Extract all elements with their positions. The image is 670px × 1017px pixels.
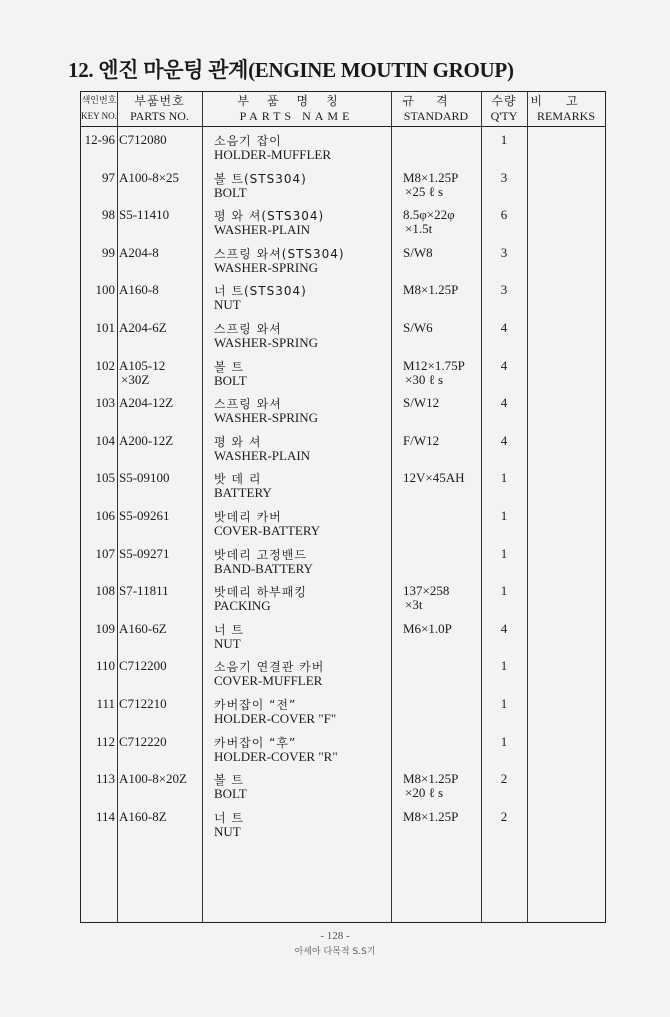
quantity: 4 bbox=[500, 320, 508, 335]
quantity: 2 bbox=[500, 808, 508, 824]
quantity: 1 bbox=[500, 470, 508, 486]
header-part-ko: 부품번호 bbox=[134, 94, 185, 108]
parts-no: A100-8×20Z bbox=[119, 771, 187, 787]
name-korean: 카버잡이 “후” bbox=[214, 735, 297, 750]
key-no: 99 bbox=[102, 244, 115, 260]
table-row bbox=[81, 771, 605, 808]
table-row bbox=[81, 583, 605, 620]
parts-no: C712080 bbox=[119, 132, 167, 147]
name-korean: 너 트(STS304) bbox=[214, 284, 307, 299]
key-no: 110 bbox=[95, 658, 115, 674]
parts-no: A204-8 bbox=[119, 244, 159, 260]
standard: 12V×45AH bbox=[403, 470, 465, 486]
parts-no: S7-11811 bbox=[119, 583, 169, 599]
header-key-no bbox=[81, 92, 117, 126]
quantity: 1 bbox=[500, 696, 508, 711]
quantity: 6 bbox=[500, 207, 508, 223]
page-title: 12. 엔진 마운팅 관계(ENGINE MOUTIN GROUP) bbox=[68, 58, 514, 82]
table-row bbox=[81, 320, 605, 357]
table-row bbox=[81, 809, 605, 846]
header-std-ko: 규격 bbox=[402, 94, 470, 108]
header-std-en: STANDARD bbox=[403, 109, 469, 123]
name-korean: 볼 트 bbox=[214, 359, 244, 374]
quantity: 2 bbox=[500, 771, 508, 787]
table-row bbox=[81, 358, 605, 395]
parts-no: C712210 bbox=[119, 696, 167, 711]
name-korean: 스프링 와셔(STS304) bbox=[214, 246, 345, 261]
key-no: 114 bbox=[95, 808, 115, 824]
standard: 8.5φ×22φ bbox=[403, 207, 455, 223]
name-english: BAND-BATTERY bbox=[214, 560, 313, 576]
name-korean: 볼 트 bbox=[214, 773, 244, 788]
standard-cont: ×30 ℓ s bbox=[405, 371, 444, 387]
name-korean: 스프링 와셔 bbox=[214, 397, 282, 412]
table-row bbox=[81, 170, 605, 207]
standard: F/W12 bbox=[403, 432, 440, 448]
key-no: 111 bbox=[96, 696, 115, 711]
table-row bbox=[81, 207, 605, 244]
key-no: 105 bbox=[95, 470, 115, 486]
table-row bbox=[81, 433, 605, 470]
name-korean: 너 트 bbox=[214, 810, 244, 825]
standard: M12×1.75P bbox=[403, 357, 465, 373]
quantity: 3 bbox=[500, 169, 508, 185]
header-parts-name bbox=[202, 92, 391, 126]
parts-no: A100-8×25 bbox=[119, 169, 180, 185]
table-row bbox=[81, 658, 605, 695]
parts-no: A160-6Z bbox=[119, 620, 167, 636]
standard: S/W12 bbox=[403, 395, 440, 411]
name-korean: 밧데리 카버 bbox=[214, 510, 282, 524]
key-no: 109 bbox=[95, 620, 115, 636]
table-row bbox=[81, 282, 605, 319]
key-no: 112 bbox=[95, 733, 115, 749]
name-korean: 평 와 셔 bbox=[214, 434, 262, 449]
name-english: WASHER-SPRING bbox=[214, 259, 319, 275]
parts-no: C712200 bbox=[119, 658, 167, 674]
standard: M6×1.0P bbox=[403, 620, 452, 636]
name-korean: 평 와 셔(STS304) bbox=[214, 209, 325, 224]
name-korean: 밧 데 리 bbox=[214, 472, 262, 487]
name-english: WASHER-PLAIN bbox=[214, 222, 311, 238]
quantity: 1 bbox=[500, 658, 508, 674]
key-no: 97 bbox=[102, 169, 115, 185]
standard: M8×1.25P bbox=[403, 771, 459, 787]
table-row bbox=[81, 696, 605, 733]
header-name-en: PARTS NAME bbox=[239, 109, 354, 123]
parts-no: S5-09100 bbox=[119, 470, 170, 486]
quantity: 4 bbox=[500, 432, 508, 448]
name-english: BOLT bbox=[214, 372, 247, 388]
header-remarks bbox=[527, 92, 605, 126]
quantity: 3 bbox=[500, 282, 508, 298]
parts-no: A160-8 bbox=[119, 282, 159, 298]
header-name-ko: 부품명칭 bbox=[237, 94, 356, 108]
name-english: BOLT bbox=[214, 786, 247, 802]
quantity: 4 bbox=[500, 395, 508, 411]
name-korean: 너 트 bbox=[214, 622, 244, 637]
header-standard bbox=[391, 92, 481, 126]
parts-no: A160-8Z bbox=[119, 808, 167, 824]
name-english: NUT bbox=[214, 297, 241, 313]
standard-cont: ×25 ℓ s bbox=[405, 183, 444, 199]
publisher-footer: 아세아 다목적 S.S기 bbox=[294, 947, 376, 957]
standard-cont: ×20 ℓ s bbox=[405, 785, 444, 801]
name-korean: 소음기 잡이 bbox=[214, 134, 282, 148]
header-key-en: KEY NO. bbox=[81, 111, 117, 121]
standard: S/W6 bbox=[403, 320, 433, 335]
table-row bbox=[81, 245, 605, 282]
key-no: 113 bbox=[95, 771, 115, 787]
table-row bbox=[81, 508, 605, 545]
parts-no: A200-12Z bbox=[119, 432, 174, 448]
name-korean: 스프링 와셔 bbox=[214, 322, 282, 336]
name-english: COVER-MUFFLER bbox=[214, 673, 323, 689]
name-english: BOLT bbox=[214, 184, 247, 200]
header-parts-no bbox=[117, 92, 202, 126]
standard-cont: ×3t bbox=[405, 597, 423, 613]
name-english: COVER-BATTERY bbox=[214, 523, 321, 538]
key-no: 108 bbox=[95, 583, 115, 599]
quantity: 1 bbox=[500, 508, 508, 523]
parts-no-cont: ×30Z bbox=[121, 371, 150, 387]
table-row bbox=[81, 621, 605, 658]
standard: M8×1.25P bbox=[403, 169, 459, 185]
parts-no: S5-11410 bbox=[119, 207, 170, 223]
parts-no: C712220 bbox=[119, 733, 167, 749]
quantity: 1 bbox=[500, 132, 508, 147]
table-row bbox=[81, 132, 605, 169]
quantity: 1 bbox=[500, 583, 508, 599]
name-korean: 밧데리 고정밴드 bbox=[214, 547, 307, 562]
name-english: NUT bbox=[214, 823, 241, 839]
header-key-ko: 색인번호 bbox=[81, 96, 117, 106]
table-row bbox=[81, 395, 605, 432]
quantity: 3 bbox=[500, 244, 508, 260]
parts-table bbox=[80, 91, 606, 923]
key-no: 101 bbox=[95, 320, 115, 335]
quantity: 4 bbox=[500, 620, 508, 636]
name-english: BATTERY bbox=[214, 485, 272, 501]
name-english: WASHER-SPRING bbox=[214, 410, 319, 426]
standard: M8×1.25P bbox=[403, 808, 459, 824]
name-english: WASHER-PLAIN bbox=[214, 447, 311, 463]
key-no: 103 bbox=[95, 395, 115, 411]
header-qty bbox=[481, 92, 527, 126]
name-korean: 밧데리 하부패킹 bbox=[214, 585, 307, 600]
name-korean: 카버잡이 “전” bbox=[214, 698, 297, 712]
name-english: WASHER-SPRING bbox=[214, 335, 319, 350]
key-no: 100 bbox=[95, 282, 115, 298]
header-rem-en: REMARKS bbox=[536, 109, 595, 123]
name-english: HOLDER-COVER "F" bbox=[214, 711, 337, 726]
standard: M8×1.25P bbox=[403, 282, 459, 298]
name-korean: 소음기 연결관 카버 bbox=[214, 660, 325, 675]
parts-no: A204-12Z bbox=[119, 395, 174, 411]
header-qty-en: Q'TY bbox=[490, 109, 518, 123]
name-korean: 볼 트(STS304) bbox=[214, 171, 307, 186]
table-row bbox=[81, 546, 605, 583]
name-english: HOLDER-MUFFLER bbox=[214, 147, 332, 162]
standard-cont: ×1.5t bbox=[405, 221, 433, 237]
table-header bbox=[81, 92, 605, 127]
quantity: 1 bbox=[500, 733, 508, 749]
name-english: HOLDER-COVER "R" bbox=[214, 748, 338, 764]
parts-no: S5-09271 bbox=[119, 545, 170, 561]
page-number: - 128 - bbox=[320, 930, 350, 942]
parts-no: A105-12 bbox=[119, 357, 166, 373]
standard: 137×258 bbox=[403, 583, 450, 599]
key-no: 106 bbox=[95, 508, 115, 523]
header-rem-ko: 비고 bbox=[530, 94, 602, 108]
key-no: 102 bbox=[95, 357, 115, 373]
key-no: 104 bbox=[95, 432, 115, 448]
name-english: NUT bbox=[214, 635, 241, 651]
name-english: PACKING bbox=[214, 598, 271, 614]
key-no: 12-96 bbox=[84, 132, 115, 147]
header-part-en: PARTS NO. bbox=[130, 109, 189, 123]
header-qty-ko: 수량 bbox=[491, 94, 517, 108]
standard: S/W8 bbox=[403, 244, 433, 260]
table-row bbox=[81, 470, 605, 507]
quantity: 1 bbox=[500, 545, 508, 561]
key-no: 107 bbox=[95, 545, 115, 561]
key-no: 98 bbox=[102, 207, 115, 223]
quantity: 4 bbox=[500, 357, 508, 373]
parts-no: S5-09261 bbox=[119, 508, 170, 523]
parts-no: A204-6Z bbox=[119, 320, 167, 335]
table-row bbox=[81, 734, 605, 771]
